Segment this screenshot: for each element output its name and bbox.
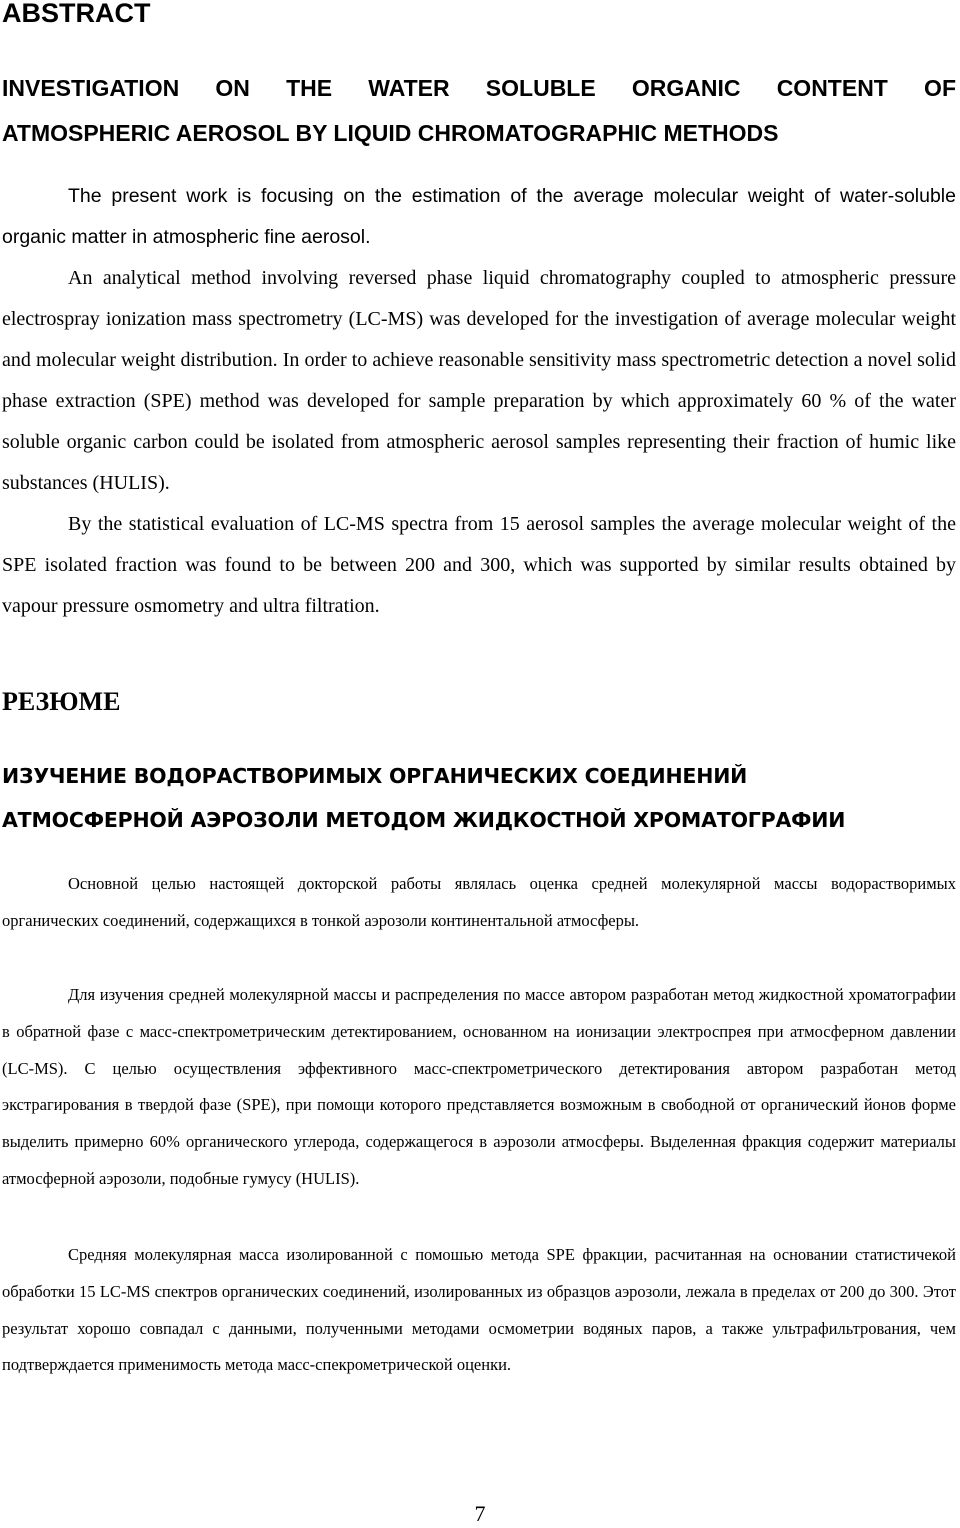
russian-title-line-1: ИЗУЧЕНИЕ ВОДОРАСТВОРИМЫХ ОРГАНИЧЕСКИХ СОЕДИНЕНИЙ [2, 764, 748, 788]
page-number: 7 [474, 1501, 486, 1526]
abstract-paragraph-1: The present work is focusing on the estimation of the average molecular weight of water-soluble organic matter in atmospheric fine aerosol. [2, 185, 956, 248]
english-title-line-1: INVESTIGATION ON THE WATER SOLUBLE ORGANIC CONTENT OF [2, 75, 956, 101]
resume-paragraph-2: Для изучения средней молекулярной массы и распределения по массе автором разработан метод жидкостной хроматографии в обратной фазе с масс-спектрометрическим детектированием, основанном на ионизации электроспрея при атмосферном давлении (LC-MS). С целью осуществления эффективного масс-спектрометрического детектирования автором разработан метод экстрагирования в твердой фазе (SPE), при помощи которого представляется возможным в свободной от органический йонов форме выделить примерно 60% органического углерода, содержащегося в аэрозоли атмосферы. Выделенная фракция содержит материалы атмосферной аэрозоли, подобные гумусу (HULIS). [2, 985, 956, 1188]
resume-heading: РЕЗЮМЕ [2, 687, 121, 716]
abstract-paragraph-3: By the statistical evaluation of LC-MS spectra from 15 aerosol samples the average molecular weight of the SPE isolated fraction was found to be between 200 and 300, which was supported by similar results obtained by vapour pressure osmometry and ultra filtration. [2, 513, 956, 617]
english-title-line-2: ATMOSPHERIC AEROSOL BY LIQUID CHROMATOGRAPHIC METHODS [2, 120, 779, 146]
resume-paragraph-3: Средняя молекулярная масса изолированной с помошью метода SPE фракции, расчитанная на основании статистичекой обработки 15 LC-MS спектров органических соединений, изолированных из образцов аэрозоли, лежала в пределах от 200 до 300. Этот результат хорошо совпадал с данными, полученными методами осмометрии водяных паров, а также ультрафильтрования, чем подтверждается применимость метода масс-спекрометрической оценки. [2, 1245, 956, 1375]
abstract-heading: ABSTRACT [2, 0, 151, 28]
russian-title-line-2: АТМОСФЕРНОЙ АЭРОЗОЛИ МЕТОДОМ ЖИДКОСТНОЙ ХРОМАТОГРАФИИ [2, 808, 846, 832]
english-title [2, 66, 956, 156]
abstract-paragraph-2: An analytical method involving reversed phase liquid chromatography coupled to atmospheric pressure electrospray ionization mass spectrometry (LC-MS) was developed for the investigation of average molecular weight and molecular weight distribution. In order to achieve reasonable sensitivity mass spectrometric detection a novel solid phase extraction (SPE) method was developed for sample preparation by which approximately 60 % of the water soluble organic carbon could be isolated from atmospheric aerosol samples representing their fraction of humic like substances (HULIS). [2, 267, 956, 494]
resume-paragraph-1: Основной целью настоящей докторской работы являлась оценка средней молекулярной массы водорастворимых органических соединений, содержащихся в тонкой аэрозоли континентальной атмосферы. [2, 874, 956, 930]
russian-title [2, 754, 956, 842]
